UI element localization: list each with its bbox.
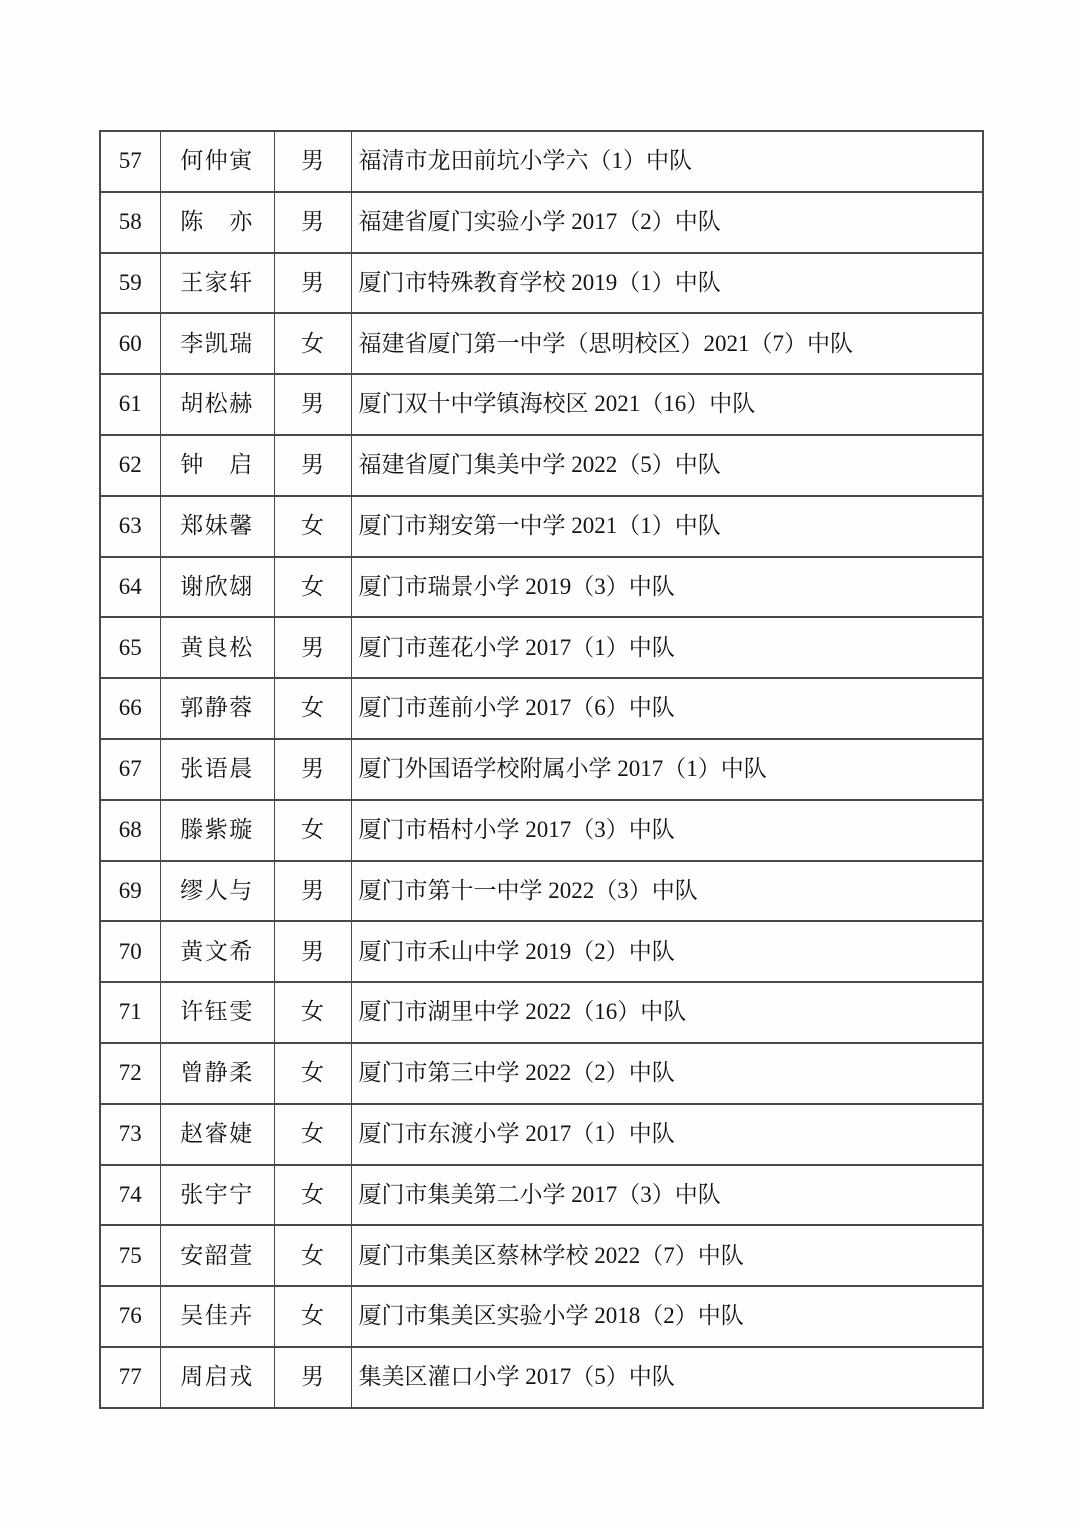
student-roster-table <box>99 130 984 1409</box>
row-number-cell: 69 <box>100 861 160 922</box>
table-row <box>100 1347 983 1408</box>
table-row <box>100 1104 983 1165</box>
row-number-cell: 75 <box>100 1225 160 1286</box>
row-number-cell: 64 <box>100 557 160 618</box>
row-number-cell: 77 <box>100 1347 160 1408</box>
student-name-cell: 何仲寅 <box>160 131 274 192</box>
table-row <box>100 1286 983 1347</box>
gender-cell: 女 <box>274 1104 351 1165</box>
student-name-cell: 胡松赫 <box>160 374 274 435</box>
row-number-cell: 66 <box>100 678 160 739</box>
row-number-cell: 68 <box>100 800 160 861</box>
gender-cell: 男 <box>274 435 351 496</box>
student-name-cell: 赵睿婕 <box>160 1104 274 1165</box>
unit-cell: 厦门市禾山中学 2019（2）中队 <box>351 921 983 982</box>
row-number-cell: 61 <box>100 374 160 435</box>
unit-cell: 厦门市第三中学 2022（2）中队 <box>351 1043 983 1104</box>
student-name-cell: 钟 启 <box>160 435 274 496</box>
row-number-cell: 59 <box>100 253 160 314</box>
gender-cell: 男 <box>274 192 351 253</box>
row-number-cell: 71 <box>100 982 160 1043</box>
gender-cell: 男 <box>274 1347 351 1408</box>
unit-cell: 厦门市第十一中学 2022（3）中队 <box>351 861 983 922</box>
row-number-cell: 72 <box>100 1043 160 1104</box>
unit-cell: 厦门双十中学镇海校区 2021（16）中队 <box>351 374 983 435</box>
row-number-cell: 67 <box>100 739 160 800</box>
table-row <box>100 800 983 861</box>
student-name-cell: 黄良松 <box>160 617 274 678</box>
table-row <box>100 982 983 1043</box>
gender-cell: 女 <box>274 1043 351 1104</box>
row-number-cell: 57 <box>118 148 142 174</box>
unit-cell: 厦门市集美第二小学 2017（3）中队 <box>351 1165 983 1226</box>
table-row <box>100 921 983 982</box>
gender-cell: 女 <box>274 1225 351 1286</box>
student-name-cell: 王家轩 <box>160 253 274 314</box>
row-number-cell: 73 <box>100 1104 160 1165</box>
table-row <box>100 739 983 800</box>
student-name-cell: 曾静柔 <box>160 1043 274 1104</box>
gender-cell: 女 <box>274 1286 351 1347</box>
table-row <box>100 557 983 618</box>
row-number-cell: 58 <box>100 192 160 253</box>
student-name-cell: 张宇宁 <box>160 1165 274 1226</box>
table-row <box>100 192 983 253</box>
gender-cell: 女 <box>274 1165 351 1226</box>
student-name-cell: 黄文希 <box>160 921 274 982</box>
student-name-cell: 李凯瑞 <box>160 313 274 374</box>
table-row <box>100 1225 983 1286</box>
table-row <box>100 496 983 557</box>
gender-cell: 男 <box>274 253 351 314</box>
table-row <box>100 131 983 192</box>
student-name-cell: 周启戎 <box>160 1347 274 1408</box>
row-number-cell: 62 <box>100 435 160 496</box>
roster-table-body <box>100 131 983 1408</box>
row-number-cell: 70 <box>100 921 160 982</box>
unit-cell: 集美区灌口小学 2017（5）中队 <box>351 1347 983 1408</box>
unit-cell: 厦门外国语学校附属小学 2017（1）中队 <box>351 739 983 800</box>
unit-cell: 厦门市东渡小学 2017（1）中队 <box>351 1104 983 1165</box>
unit-cell: 厦门市莲前小学 2017（6）中队 <box>351 678 983 739</box>
unit-cell: 福建省厦门实验小学 2017（2）中队 <box>351 192 983 253</box>
table-row <box>100 1043 983 1104</box>
unit-cell: 厦门市莲花小学 2017（1）中队 <box>351 617 983 678</box>
gender-cell: 女 <box>274 313 351 374</box>
gender-cell: 男 <box>274 131 351 192</box>
unit-cell: 厦门市集美区实验小学 2018（2）中队 <box>351 1286 983 1347</box>
unit-cell: 福建省厦门集美中学 2022（5）中队 <box>351 435 983 496</box>
student-name-cell: 缪人与 <box>160 861 274 922</box>
student-name-cell: 郭静蓉 <box>160 678 274 739</box>
unit-cell: 厦门市梧村小学 2017（3）中队 <box>351 800 983 861</box>
gender-cell: 男 <box>274 739 351 800</box>
student-name-cell: 许钰雯 <box>160 982 274 1043</box>
table-row <box>100 374 983 435</box>
row-number-cell: 60 <box>100 313 160 374</box>
unit-cell: 福建省厦门第一中学（思明校区）2021（7）中队 <box>351 313 983 374</box>
gender-cell: 女 <box>274 496 351 557</box>
gender-cell: 男 <box>274 617 351 678</box>
table-row <box>100 617 983 678</box>
row-number-cell: 76 <box>100 1286 160 1347</box>
student-name-cell: 郑妹馨 <box>160 496 274 557</box>
unit-cell: 福清市龙田前坑小学六（1）中队 <box>351 131 983 192</box>
table-row <box>100 1165 983 1226</box>
gender-cell: 女 <box>274 557 351 618</box>
table-row <box>100 253 983 314</box>
student-name-cell: 张语晨 <box>160 739 274 800</box>
unit-cell: 厦门市湖里中学 2022（16）中队 <box>351 982 983 1043</box>
table-row <box>100 435 983 496</box>
student-name-cell: 滕紫璇 <box>160 800 274 861</box>
gender-cell: 男 <box>274 861 351 922</box>
unit-cell: 厦门市特殊教育学校 2019（1）中队 <box>351 253 983 314</box>
row-number-cell: 74 <box>100 1165 160 1226</box>
gender-cell: 女 <box>274 982 351 1043</box>
row-number-cell: 65 <box>100 617 160 678</box>
table-row <box>100 861 983 922</box>
gender-cell: 女 <box>274 678 351 739</box>
gender-cell: 女 <box>274 800 351 861</box>
row-number-cell: 63 <box>100 496 160 557</box>
unit-cell: 厦门市瑞景小学 2019（3）中队 <box>351 557 983 618</box>
student-name-cell: 陈 亦 <box>160 192 274 253</box>
unit-cell: 厦门市集美区蔡林学校 2022（7）中队 <box>351 1225 983 1286</box>
unit-cell: 厦门市翔安第一中学 2021（1）中队 <box>351 496 983 557</box>
student-name-cell: 谢欣翃 <box>160 557 274 618</box>
student-name-cell: 吴佳卉 <box>160 1286 274 1347</box>
table-row <box>100 313 983 374</box>
student-name-cell: 安韶萱 <box>160 1225 274 1286</box>
table-row <box>100 678 983 739</box>
gender-cell: 男 <box>274 374 351 435</box>
gender-cell: 男 <box>274 921 351 982</box>
